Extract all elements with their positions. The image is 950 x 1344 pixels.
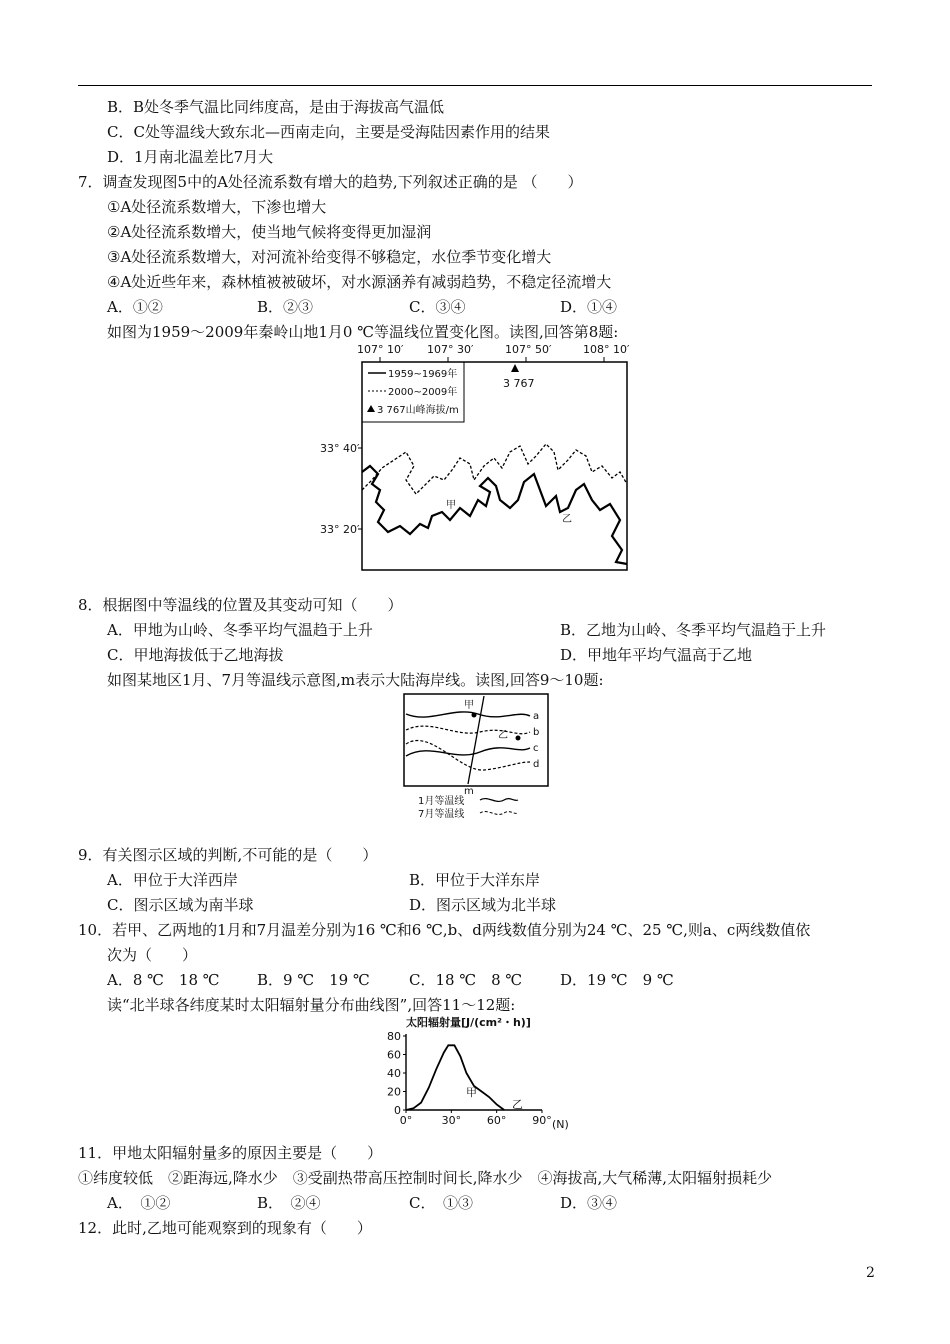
q6-option-c: C．C处等温线大致东北—西南走向，主要是受海陆因素作用的结果 xyxy=(107,123,550,141)
legend-1959: 1959~1969年 xyxy=(388,369,458,380)
map2-label-a: a xyxy=(533,711,540,722)
y-tick-label: 60 xyxy=(387,1048,401,1062)
legend-jul-line xyxy=(480,812,518,815)
isotherm-schematic xyxy=(400,692,552,820)
map2-label-c: c xyxy=(533,743,539,754)
q7-option-b: B．②③ xyxy=(257,298,314,316)
isotherm-b xyxy=(406,726,530,734)
q9-option-d: D．图示区域为北半球 xyxy=(409,896,557,914)
q10-option-a: A．8 ℃ 18 ℃ xyxy=(107,971,220,989)
q7-statement-2: ②A处径流系数增大，使当地气候将变得更加湿润 xyxy=(107,223,432,241)
isotherm-c xyxy=(406,748,530,756)
q7-option-a: A．①② xyxy=(107,298,163,316)
q7-statement-1: ①A处径流系数增大，下渗也增大 xyxy=(107,198,327,216)
q6-option-d: D．1月南北温差比7月大 xyxy=(107,148,274,166)
lat-label-2: 33° 20′ xyxy=(320,523,360,536)
q6-option-b: B．B处冬季气温比同纬度高，是由于海拔高气温低 xyxy=(107,98,445,116)
q10-option-d: D．19 ℃ 9 ℃ xyxy=(560,971,674,989)
q11-option-b: B． ②④ xyxy=(257,1194,321,1212)
point-jia xyxy=(472,713,477,718)
qinling-isotherm-map xyxy=(320,340,635,575)
x-tick-label: 90° xyxy=(532,1114,552,1127)
q12-stem: 12．此时,乙地可能观察到的现象有（ ） xyxy=(78,1219,372,1237)
map2-label-m: m xyxy=(464,786,474,797)
intro-q8: 如图为1959～2009年秦岭山地1月0 ℃等温线位置变化图。读图,回答第8题: xyxy=(107,323,619,341)
y-tick-label: 40 xyxy=(387,1067,401,1080)
q8-option-a: A．甲地为山岭、冬季平均气温趋于上升 xyxy=(107,621,373,639)
q10-option-b: B．9 ℃ 19 ℃ xyxy=(257,971,370,989)
q11-statements: ①纬度较低 ②距海远,降水少 ③受副热带高压控制时间长,降水少 ④海拔高,大气稀薄,太阳辐射损耗少 xyxy=(78,1169,773,1187)
isotherm-a xyxy=(406,712,530,717)
isotherm-2000 xyxy=(362,444,627,494)
point-yi xyxy=(516,736,521,741)
intro-q11: 读“北半球各纬度某时太阳辐射量分布曲线图”,回答11～12题: xyxy=(107,996,516,1014)
chart-label-jia: 甲 xyxy=(466,1086,477,1099)
q11-option-d: D．③④ xyxy=(560,1194,618,1212)
label-yi: 乙 xyxy=(562,514,572,525)
solar-radiation-chart xyxy=(378,1012,578,1130)
summit-triangle-icon xyxy=(511,364,519,372)
legend-peak: 3 767山峰海拔/m xyxy=(377,405,459,416)
x-tick-label: 0° xyxy=(399,1114,413,1127)
map2-label-b: b xyxy=(533,727,540,738)
legend-2000: 2000~2009年 xyxy=(388,387,458,398)
x-tick-label: 60° xyxy=(486,1114,507,1127)
lon-label-2: 107° 30′ xyxy=(427,343,474,356)
map2-label-yi: 乙 xyxy=(498,730,508,741)
q7-option-d: D．①④ xyxy=(560,298,618,316)
q8-option-c: C．甲地海拔低于乙地海拔 xyxy=(107,646,284,664)
y-tick-label: 0 xyxy=(394,1104,401,1117)
page-number: 2 xyxy=(866,1265,875,1281)
lon-label-3: 107° 50′ xyxy=(505,343,552,356)
chart-xlabel: (N) xyxy=(552,1118,569,1130)
q8-stem: 8．根据图中等温线的位置及其变动可知（ ） xyxy=(78,596,403,614)
q9-option-a: A．甲位于大洋西岸 xyxy=(107,871,238,889)
chart-label-yi: 乙 xyxy=(512,1098,523,1111)
map2-label-jia: 甲 xyxy=(464,700,474,711)
lon-label-1: 107° 10′ xyxy=(357,343,404,356)
q7-stem: 7．调查发现图5中的A处径流系数有增大的趋势,下列叙述正确的是 （ ） xyxy=(78,173,583,191)
q10-option-c: C．18 ℃ 8 ℃ xyxy=(409,971,523,989)
q10-stem-line2: 次为（ ） xyxy=(107,946,198,964)
q8-option-b: B．乙地为山岭、冬季平均气温趋于上升 xyxy=(560,621,827,639)
q11-option-a: A． ①② xyxy=(107,1194,171,1212)
q7-statement-3: ③A处径流系数增大，对河流补给变得不够稳定，水位季节变化增大 xyxy=(107,248,552,266)
q9-stem: 9．有关图示区域的判断,不可能的是（ ） xyxy=(78,846,378,864)
lon-label-4: 108° 10′ xyxy=(583,343,630,356)
peak-elevation: 3 767 xyxy=(503,377,535,390)
isotherm-1959 xyxy=(362,466,627,564)
chart-title: 太阳辐射量[J/(cm²・h)] xyxy=(406,1016,531,1029)
q8-option-d: D．甲地年平均气温高于乙地 xyxy=(560,646,753,664)
legend-jan-line xyxy=(480,799,518,802)
intro-q9: 如图某地区1月、7月等温线示意图,m表示大陆海岸线。读图,回答9～10题: xyxy=(107,671,604,689)
q7-option-c: C．③④ xyxy=(409,298,466,316)
map2-label-d: d xyxy=(533,759,540,770)
peak-icon xyxy=(367,405,375,412)
y-tick-label: 80 xyxy=(387,1030,401,1043)
label-jia: 甲 xyxy=(446,500,456,511)
y-tick-label: 20 xyxy=(387,1085,401,1099)
x-tick-label: 30° xyxy=(441,1114,462,1127)
legend-jan: 1月等温线 xyxy=(418,796,465,807)
header-rule xyxy=(78,85,872,86)
q9-option-c: C．图示区域为南半球 xyxy=(107,896,254,914)
radiation-curve xyxy=(406,1045,504,1110)
legend-jul: 7月等温线 xyxy=(418,809,465,820)
q11-option-c: C． ①③ xyxy=(409,1194,473,1212)
q11-stem: 11．甲地太阳辐射量多的原因主要是（ ） xyxy=(78,1144,383,1162)
lat-label-1: 33° 40′ xyxy=(320,442,360,455)
q7-statement-4: ④A处近些年来，森林植被被破坏，对水源涵养有减弱趋势，不稳定径流增大 xyxy=(107,273,612,291)
q10-stem-line1: 10．若甲、乙两地的1月和7月温差分别为16 ℃和6 ℃,b、d两线数值分别为24 ℃、25 ℃,则a、c两线数值依 xyxy=(78,921,811,939)
q9-option-b: B．甲位于大洋东岸 xyxy=(409,871,541,889)
